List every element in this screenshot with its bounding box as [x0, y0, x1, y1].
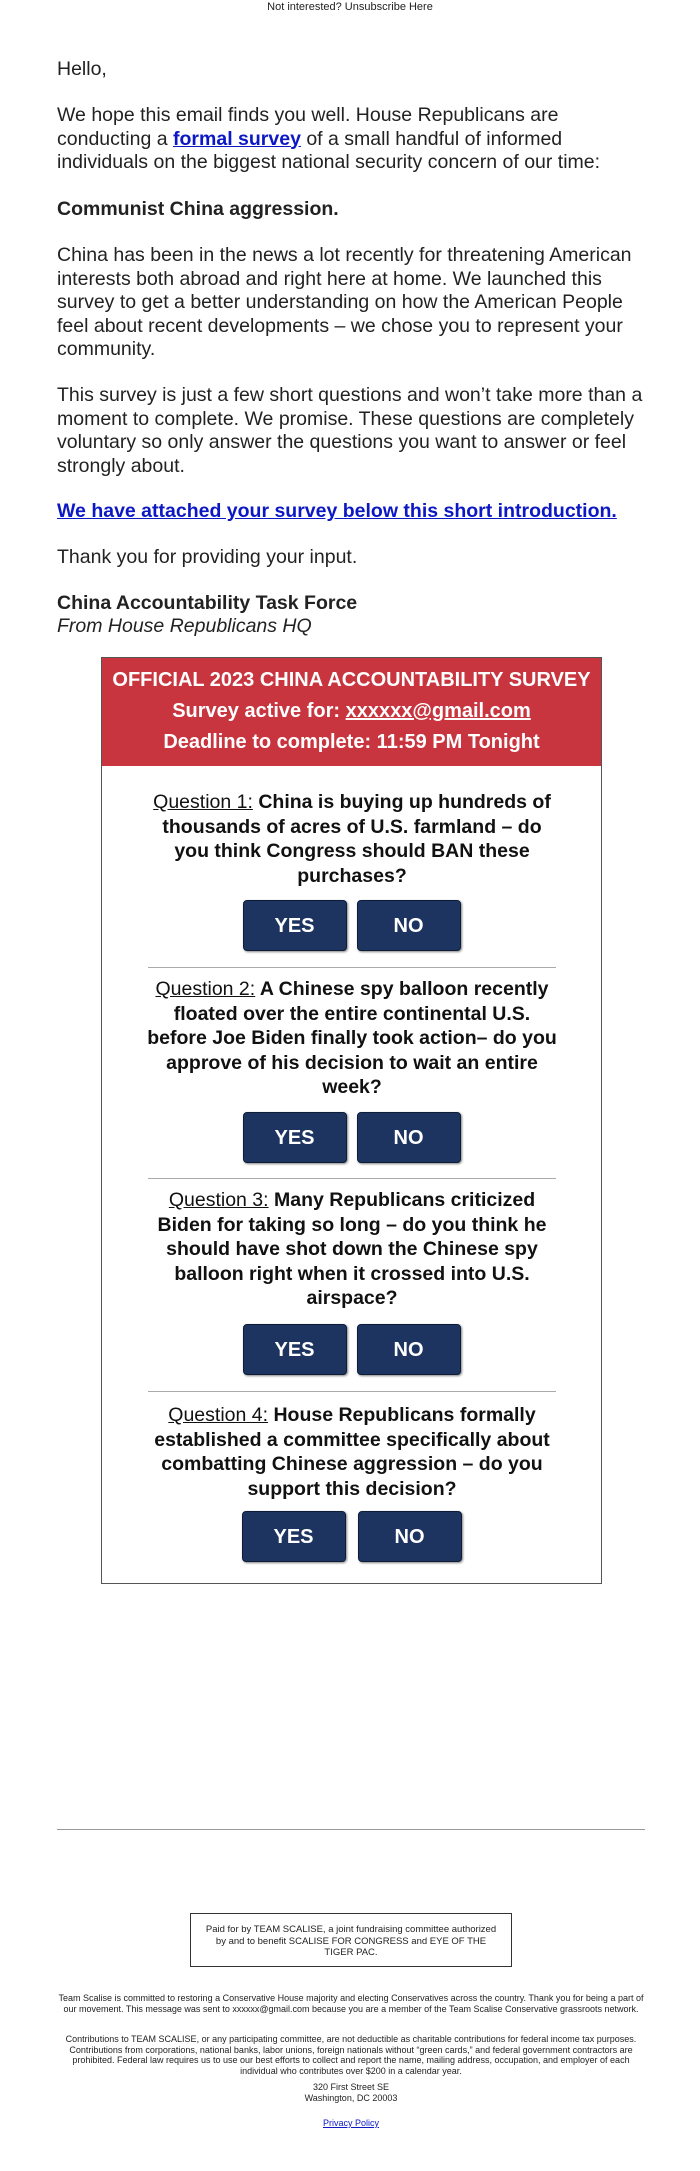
- question-1-yes-button[interactable]: YES: [243, 900, 347, 951]
- question-4-no-button[interactable]: NO: [358, 1511, 462, 1562]
- question-3-text: Many Republicans criticized Biden for taking so long – do you think he should have shot down the Chinese spy balloon right when it crossed into U.S. airspace?: [157, 1189, 547, 1309]
- footer-privacy: [57, 2118, 645, 2129]
- question-divider: [148, 1178, 556, 1179]
- question-2-yes-button[interactable]: YES: [243, 1112, 347, 1163]
- address-line-1: 320 First Street SE: [312, 2082, 390, 2092]
- question-divider: [148, 967, 556, 968]
- question-4-number: Question 4:: [168, 1404, 269, 1426]
- address-line-2: Washington, DC 20003: [304, 2092, 398, 2103]
- survey-box: [101, 657, 602, 1584]
- survey-active-email: xxxxxx@gmail.com: [345, 700, 531, 722]
- top-bar: [0, 0, 700, 14]
- formal-survey-link[interactable]: formal survey: [173, 127, 301, 150]
- question-3-buttons: [102, 1324, 601, 1375]
- cta-paragraph: [57, 500, 617, 524]
- bold-statement: Communist China aggression.: [57, 198, 339, 220]
- intro-p1-before: We hope this email finds you well. House Republicans are conducting a: [57, 104, 559, 150]
- footer-address: [57, 2082, 645, 2103]
- intro-paragraph-2: China has been in the news a lot recently for threatening American interests both abroad and right here at home. We launched this survey to get a better understanding on how the American People feel about recent developments – we chose you to represent your community.: [57, 244, 632, 360]
- question-1-text: China is buying up hundreds of thousands of acres of U.S. farmland – do you think Congress should BAN these purchases?: [162, 791, 551, 887]
- intro-paragraph-1: [57, 104, 647, 175]
- question-2: [147, 977, 557, 1100]
- question-4-buttons: [102, 1511, 601, 1562]
- question-2-no-button[interactable]: NO: [357, 1112, 461, 1163]
- question-2-text: A Chinese spy balloon recently floated over the entire continental U.S. before Joe Biden finally took action– do you approve of his decision to wait an entire week?: [147, 978, 557, 1098]
- question-1-no-button[interactable]: NO: [357, 900, 461, 951]
- question-2-number: Question 2:: [155, 978, 256, 1000]
- question-divider: [148, 1391, 556, 1392]
- question-1: [147, 790, 557, 888]
- greeting: Hello,: [57, 58, 107, 80]
- question-3-yes-button[interactable]: YES: [243, 1324, 347, 1375]
- question-1-number: Question 1:: [153, 791, 253, 813]
- intro-p1-after: of a small handful of informed individuals on the biggest national security concern of our time:: [57, 127, 601, 173]
- signature-from: From House Republicans HQ: [57, 615, 312, 637]
- question-3-number: Question 3:: [168, 1189, 269, 1211]
- footer-contributions-text: Contributions to TEAM SCALISE, or any participating committee, are not deductible as charitable contributions for federal income tax purposes. Contributions from corporations, national banks, labor unions, foreign nationals without “green cards,” and federal government contractors are prohibited. Federal law requires us to use our best efforts to collect and report the name, mailing address, occupation, and employer of each individual who contributes over $200 in a calendar year.: [65, 2034, 637, 2076]
- question-3-no-button[interactable]: NO: [357, 1324, 461, 1375]
- survey-header[interactable]: [102, 658, 601, 766]
- question-1-buttons: [102, 900, 601, 951]
- privacy-policy-link[interactable]: Privacy Policy: [322, 2118, 379, 2128]
- survey-cta-link[interactable]: We have attached your survey below this short introduction.: [57, 500, 617, 522]
- thanks-line: Thank you for providing your input.: [57, 546, 358, 568]
- paid-for-disclaimer: Paid for by TEAM SCALISE, a joint fundraising committee authorized by and to benefit SCALISE FOR CONGRESS and EYE OF THE TIGER PAC.: [190, 1913, 512, 1967]
- unsubscribe-link[interactable]: Not interested? Unsubscribe Here: [267, 1, 433, 13]
- signature-name: China Accountability Task Force: [57, 592, 358, 614]
- question-4-text: House Republicans formally established a committee specifically about combatting Chinese aggression – do you support this decision?: [154, 1404, 550, 1500]
- intro-paragraph-3: This survey is just a few short questions and won’t take more than a moment to complete. We promise. These questions are completely voluntary so only answer the questions you want to answer or feel strongly about.: [57, 384, 643, 477]
- survey-deadline: Deadline to complete: 11:59 PM Tonight: [163, 731, 540, 753]
- footer-committed-text: Team Scalise is committed to restoring a Conservative House majority and electing Conservatives across the country. Thank you for being a part of our movement. This message was sent to xxxxxx@gmail.com because you are a member of the Team Scalise Conservative grassroots network.: [58, 1993, 644, 2014]
- survey-active-label: Survey active for:: [172, 700, 346, 722]
- question-3: [147, 1188, 557, 1311]
- survey-title: OFFICIAL 2023 CHINA ACCOUNTABILITY SURVEY: [112, 669, 591, 691]
- question-4: [147, 1403, 557, 1501]
- question-4-yes-button[interactable]: YES: [242, 1511, 346, 1562]
- question-2-buttons: [102, 1112, 601, 1163]
- survey-active-line: [102, 698, 601, 724]
- footer-divider: [57, 1829, 645, 1830]
